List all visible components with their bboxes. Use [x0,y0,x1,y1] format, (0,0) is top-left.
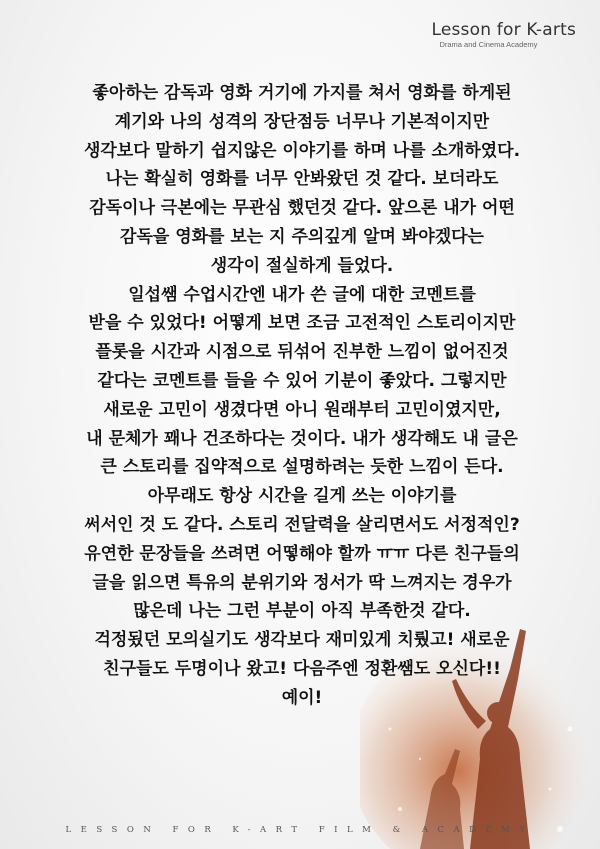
brand-subtitle: Drama and Cinema Academy [439,40,538,49]
body-line: 계기와 나의 성격의 장단점등 너무나 기본적이지만 [114,111,490,132]
body-line: 예이! [281,687,323,708]
body-line: 유연한 문장들을 쓰려면 어떻해야 할까 ㅠㅠ 다른 친구들의 [84,543,520,564]
journal-body-text [18,79,586,713]
body-line: 나는 확실히 영화를 너무 안봐왔던 것 같다. 보더라도 [105,169,499,190]
body-line: 감독이나 극본에는 무관심 했던것 같다. 앞으론 내가 어떤 [89,198,515,219]
brand-title: Lesson for K-arts [431,20,576,40]
body-line: 많은데 나는 그런 부분이 아직 부족한것 같다. [133,601,471,622]
body-line: 생각이 절실하게 들었다. [210,255,394,276]
body-line: 큰 스토리를 집약적으로 설명하려는 듯한 느낌이 든다. [100,457,504,478]
body-line: 플롯을 시간과 시점으로 뒤섞어 진부한 느낌이 없어진것 [95,342,509,363]
body-line: 좋아하는 감독과 영화 거기에 가지를 쳐서 영화를 하게된 [92,83,512,103]
body-line: 써서인 것 도 같다. 스토리 전달력을 살리면서도 서정적인? [84,514,520,535]
body-line: 내 문체가 꽤나 건조하다는 것이다. 내가 생각해도 내 글은 [86,428,518,449]
body-line: 걱정됬던 모의실기도 생각보다 재미있게 치뤘고! 새로운 [94,630,510,651]
body-line: 글을 읽으면 특유의 분위기와 정서가 딱 느껴지는 경우가 [92,572,512,593]
body-line: 감독을 영화를 보는 지 주의깊게 알며 봐야겠다는 [120,226,484,247]
body-line: 새로운 고민이 생겼다면 아니 원래부터 고민이였지만, [103,399,501,420]
body-line: 같다는 코멘트를 들을 수 있어 기분이 좋았다. 그렇지만 [97,370,507,391]
brand-logo [431,20,576,50]
body-line: 아무래도 항상 시간을 길게 쓰는 이야기를 [147,486,457,507]
body-line: 생각보다 말하기 쉽지않은 이야기를 하며 나를 소개하였다. [83,140,521,161]
body-line: 일섭쌤 수업시간엔 내가 쓴 글에 대한 코멘트를 [128,284,476,305]
footer-text: LESSON FOR K-ART FILM & ACADEMY [65,825,535,835]
body-line: 친구들도 두명이나 왔고! 다음주엔 정환쌤도 오신다!! [103,658,501,679]
body-line: 받을 수 있었다! 어떻게 보면 조금 고전적인 스토리이지만 [88,313,516,334]
